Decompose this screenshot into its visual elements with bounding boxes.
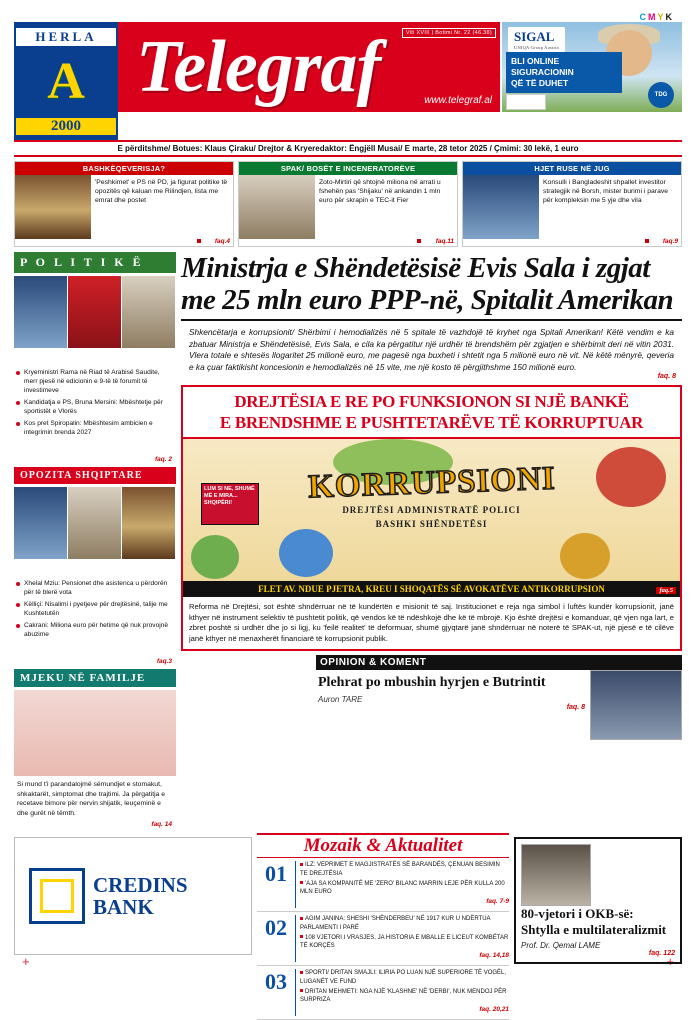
mozaik-row-items <box>295 969 509 1016</box>
opozita-photo-strip <box>14 487 176 559</box>
mozaik-row-page: faq. 20,21 <box>479 1006 509 1013</box>
herla-logo-letter: A <box>47 53 85 110</box>
credins-bank-name <box>93 874 188 918</box>
top-teaser-row <box>14 161 682 247</box>
korrupsioni-headline <box>183 387 680 437</box>
ad-line2: SIGURACIONIN <box>511 67 574 77</box>
table-row[interactable] <box>257 912 509 966</box>
credins-name-line1: CREDINS <box>93 873 188 897</box>
teaser-text-1: 'Peshkimet' e PS në PD, ja figurat politike të opozitës që kaluan me Rilindjen, lista me emrat dhe postet <box>95 179 228 204</box>
ad-callout <box>506 52 622 93</box>
table-row[interactable] <box>257 858 509 912</box>
teaser-page-2: faq.11 <box>435 238 454 245</box>
section-header-mjeku: MJEKU NË FAMILJE <box>14 669 176 687</box>
opozita-page: faq.3 <box>156 658 172 665</box>
opinion-item-2-photo <box>521 844 591 906</box>
korrupsioni-story[interactable] <box>181 385 682 651</box>
cartoon-flag-text: LUM SI NE, SHUMË MË E MIRA... SHQIPËRI! <box>201 483 259 525</box>
ad-thumbnail <box>506 94 546 110</box>
opinion-item-2-card[interactable] <box>514 833 682 1020</box>
opinion-header: OPINION & KOMENT <box>316 655 682 670</box>
teaser-page-1: faq.4 <box>214 238 230 245</box>
lead-headline-line1: Ministrja e Shëndetësisë Evis Sala i zgjat <box>181 252 650 284</box>
mozaik-row-number: 01 <box>265 861 287 886</box>
mozaik-row-page: faq. 7-9 <box>486 898 509 905</box>
herla-logo-year: 2000 <box>16 118 116 135</box>
credins-logo-icon <box>29 868 85 924</box>
lead-headline-line2: me 25 mln euro PPP-në, Spitalit Amerikan <box>181 284 674 316</box>
teaser-kicker-2: SPAK/ BOSËT E INCENERATORËVE <box>239 162 457 175</box>
politike-photo-2 <box>68 276 122 348</box>
teaser-square-1 <box>197 239 201 243</box>
list-item <box>300 861 509 878</box>
mozaik-item-text: SPORTI/ DRITAN SMAJLI: ILIRIA PO LUAN NJË SUPERIORE TË VOGËL, LUGANËT VE FUND <box>300 970 507 985</box>
politike-photo-strip <box>14 276 176 348</box>
herla-logo-name: HERLA <box>16 28 116 46</box>
list-item[interactable]: Kandidatja e PS, Bruna Mersini: Mbështetje për sportistët e Vlorës <box>16 398 174 416</box>
issue-number: Viti XVIII | Botimi Nr. 22 (46.38) <box>402 28 496 38</box>
list-item <box>300 969 509 986</box>
teaser-square-2 <box>417 239 421 243</box>
teaser-card-1[interactable] <box>14 161 234 247</box>
ad-line3: QË TË DUHET <box>511 78 569 88</box>
section-header-politike: P O L I T I K Ë <box>14 252 176 273</box>
cartoon-title-word: KORRUPSIONI <box>307 460 556 506</box>
opinion-item-1-author: Auron TARE <box>318 695 363 704</box>
cartoon-shape-3 <box>279 529 333 577</box>
opinion-item-1-photo <box>590 670 682 740</box>
list-item[interactable]: Kos pret Spiropalin: Mbështesim ambicien e integrimin brenda 2027 <box>16 419 174 437</box>
mozaik-row-number: 02 <box>265 915 287 940</box>
politike-bullets-wrap <box>14 364 176 463</box>
masthead-advertisement[interactable] <box>500 22 682 112</box>
masthead <box>14 22 682 140</box>
mozaik-row-items <box>295 861 509 908</box>
mjeku-image <box>14 690 176 776</box>
opinion-left <box>181 655 311 740</box>
teaser-image-3 <box>463 175 539 239</box>
cartoon-subtitle-1: DREJTËSI ADMINISTRATË POLICI <box>342 505 521 515</box>
ad-badge: TDG <box>648 82 674 108</box>
teaser-card-3[interactable] <box>462 161 682 247</box>
politike-photo-1 <box>14 276 68 348</box>
teaser-image-2 <box>239 175 315 239</box>
herla-logo <box>14 22 118 140</box>
mozaik-row-page: faq. 14,18 <box>479 952 509 959</box>
okb-article[interactable] <box>514 837 682 964</box>
teaser-square-3 <box>645 239 649 243</box>
page-title: Telegraf <box>136 26 381 108</box>
list-item <box>300 934 509 951</box>
masthead-credits-bar: E përditshme/ Botues: Klaus Çiraku/ Drejtor & Kryeredaktor: Ëngjëll Musai/ E marte, 28 tetor 2025 / Çmimi: 30 lekë, 1 euro <box>14 140 682 157</box>
opinion-section <box>181 655 682 740</box>
left-column <box>14 252 176 828</box>
mozaik-header: Mozaik & Aktualitet <box>257 833 509 858</box>
cmyk-marks: CMYK <box>639 12 674 22</box>
lead-headline <box>181 252 682 321</box>
teaser-kicker-3: HJET RUSE NË JUG <box>463 162 681 175</box>
opozita-bullets-wrap <box>14 575 176 665</box>
lead-body-text: Shkencëtarja e korrupsionit/ Shërbimi i hemodializës në 5 spitale të vazhdojë të kryhet nga Spitali Amerikan! Këtë vendim e ka zbatuar Ministrja e Shëndetësisë, Evis Sala, e cila ka përgatitur një urdhër të brendshëm për zgjatjen e shërbimit deri në vitin 2031. Vlera totale e shtesës llogaritet 25 milionë euro, me pagesë nga buxheti i shtetit nga 5 milionë euro në vit. Në këtë mënyrë, qeveria e ka çuar faktikisht koncesionin e hemodializës në 15 vite, me një kosto të përgjithshme 150 milionë euro. <box>189 327 674 372</box>
credins-name-line2: BANK <box>93 895 154 919</box>
website-url: www.telegraf.al <box>424 95 492 106</box>
korrupsioni-page: faq.5 <box>656 587 676 594</box>
korrupsioni-footer-text: FLET AV. NDUE PJETRA, KREU I SHOQATËS SË AVOKATËVE ANTIKORRUPSION <box>258 584 605 594</box>
newspaper-front-page <box>14 22 682 1013</box>
korrupsioni-headline-line1: DREJTËSIA E RE PO FUNKSIONON SI NJË BANKË <box>234 392 629 411</box>
ad-brand-name: SIGAL <box>514 29 555 44</box>
mozaik-row-number: 03 <box>265 969 287 994</box>
mozaik-item-text: 108 VJETORI I VRASJES, JA HISTORIA E MBALLE E LICEUT KOMBËTAR TË KORÇËS <box>300 934 509 949</box>
ad-brand-logo <box>508 27 565 52</box>
politike-bullets <box>14 364 176 437</box>
cartoon-shape-5 <box>191 535 239 579</box>
korrupsioni-footer <box>183 581 680 597</box>
korrupsioni-cartoon <box>183 437 680 581</box>
cartoon-subtitle-2: BASHKI SHËNDETËSI <box>375 519 488 529</box>
teaser-text-2: Zoto-Mirtiri që shtojnë miliona në arrati u fshehën pas 'Shijaku' në ankandin 1 mln euro për skrapin e TEC-it Fier <box>319 179 441 204</box>
cartoon-shape-4 <box>560 533 610 579</box>
crop-mark-bl: + <box>22 954 30 969</box>
credins-banner[interactable] <box>14 837 252 955</box>
politike-page: faq. 2 <box>155 456 172 463</box>
teaser-image-1 <box>15 175 91 239</box>
teaser-text-3: Konsulli i Bangladeshit shpallet investitor strategjik në Borsh, mister burimi i parave për kompleksin me 5 yje dhe vila <box>543 179 669 204</box>
opinion-item-2-page: faq. 122 <box>648 950 675 957</box>
mozaik-item-text: AGIM JANINA: SHESHI 'SHËNDERBEU' NË 1917 KUR U NDËRTUA PARLAMENTI I PARË <box>300 916 491 931</box>
mjeku-page: faq. 14 <box>151 821 172 828</box>
opozita-bullets <box>14 575 176 639</box>
right-column <box>181 252 682 828</box>
list-item[interactable]: Xhelal Mziu: Pensionet dhe asistenca u përdorën për të blerë vota <box>16 579 174 597</box>
opinion-item-1-page: faq. 8 <box>566 704 585 711</box>
section-header-opozita: OPOZITA SHQIPTARE <box>14 467 176 484</box>
mozaik-item-text: DRITAN MEHMETI: NGA NJË 'KLASHNE' NË 'DERBI', NUK MENDOJ PËR SURPRIZA <box>300 988 507 1003</box>
opinion-item-1-title: Plehrat po mbushin hyrjen e Butrintit <box>318 675 546 690</box>
korrupsioni-headline-line2: E BRENDSHME E PUSHTETARËVE TË KORRUPTUAR <box>219 413 644 432</box>
list-item[interactable]: Këlliçi: Nisalimi i pyetjeve për drejtësinë, talije me Kushtetutën <box>16 600 174 618</box>
teaser-kicker-1: BASHKËQEVERISJA? <box>15 162 233 175</box>
mozaik-row-items <box>295 915 509 962</box>
mozaik-item-text: ILZ: VEPRIMET E MAGJISTRATËS SË BARANDËS, ÇENUAN BESIMIN TE DREJTËSIA <box>300 862 500 877</box>
list-item <box>300 915 509 932</box>
ad-brand-subtitle: UNIQA Group Austria <box>514 45 559 50</box>
list-item[interactable]: Cakrani: Miliona euro për hetime që nuk provojnë abuzime <box>16 621 174 639</box>
mozaik-item-text: 'AJA SA KOMPANITË ME 'ZERO' BILANC MARRIN LEJE PËR KULLA 200 MLN EURO <box>300 880 505 895</box>
politike-photo-3 <box>122 276 176 348</box>
mjeku-text: Si mund t'i parandalojmë sëmundjet e stomakut, shkaktarët, simptomat dhe trajtimi. Ja përgatitja e recetave bimore për nervin shijatik, leuçeminë e dhe gurët në tëmth. <box>17 781 166 817</box>
main-content <box>14 252 682 828</box>
lead-story[interactable] <box>181 252 682 380</box>
mozaik-section <box>257 833 509 1020</box>
ad-line1: BLI ONLINE <box>511 56 560 66</box>
table-row[interactable] <box>257 966 509 1020</box>
list-item <box>300 880 509 897</box>
footer-section <box>14 833 682 1020</box>
teaser-page-3: faq.9 <box>662 238 678 245</box>
cartoon-shape-2 <box>596 447 666 507</box>
korrupsioni-body-text: Reforma në Drejtësi, sot është shndërruar në të kundërtën e misionit të saj. Institucionet e reja nga simbol i luftës kundër korrupsionit, janë kthyer në instrument selektiv të pushtetit politik, që vendos kë të ndëshkojë dhe kë të mbrojë. Kjo është drejtësi e komanduar, që vjen nga lart, e zbret poshtë si urdhër dhe jo si ligj, ku 'feilë realitet' të deformuar, shumë gjyqtarë janë shndërruar në noterë të SPAK-ut, një pjesë e të cilëve janë kthyer në menaxherët financiarë të korrupsionit publik. <box>189 602 674 643</box>
lead-page: faq. 8 <box>657 373 676 380</box>
list-item[interactable]: Kryeministri Rama në Riad të Arabisë Saudite, merr pjesë në edicionin e 9-të të forumit të investimeve <box>16 368 174 395</box>
opinion-item-2-author: Prof. Dr. Qemal LAME <box>521 941 601 950</box>
opinion-right[interactable] <box>316 655 682 740</box>
opinion-item-2-title: 80-vjetori i OKB-së: Shtylla e multilateralizmit <box>521 906 667 937</box>
teaser-card-2[interactable] <box>238 161 458 247</box>
opozita-photo-1 <box>14 487 68 559</box>
crop-mark-br: + <box>666 954 674 969</box>
credins-ad[interactable] <box>14 833 252 1020</box>
opozita-photo-3 <box>122 487 176 559</box>
opozita-photo-2 <box>68 487 122 559</box>
list-item <box>300 988 509 1005</box>
